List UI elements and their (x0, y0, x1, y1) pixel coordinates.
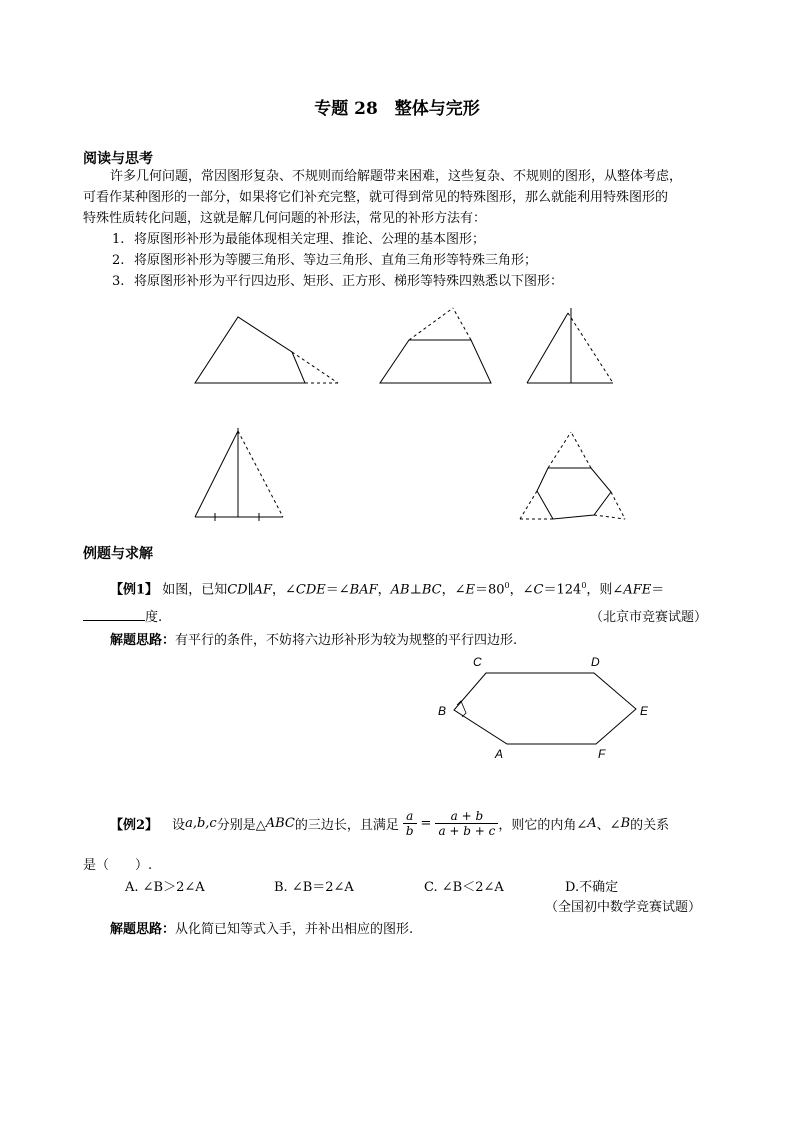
list-number: 1. (112, 232, 125, 247)
hint-label: 解题思路： (110, 633, 176, 648)
fraction-sum (435, 809, 498, 838)
angle-e-value: ＝80 (474, 582, 505, 598)
vertex-label-b: B (438, 704, 447, 718)
example2-text: 的三边长，且满足 (294, 817, 399, 833)
equals: = (420, 815, 432, 831)
list-text: 将原图形补形为最能体现相关定理、推论、公理的基本图形； (134, 232, 486, 247)
hint-text: 从化简已知等式入手，并补出相应的图形. (175, 922, 414, 937)
vertex-label-f: F (598, 747, 606, 761)
unit-text: 度. (145, 610, 163, 625)
figure-isosceles-bisector (195, 428, 283, 521)
vertex-label-d: D (591, 655, 600, 669)
figure-isosceles-median (527, 308, 613, 383)
list-text: 将原图形补形为等腰三角形、等边三角形、直角三角形等特殊三角形； (134, 253, 538, 268)
separator: ，∠ (272, 582, 296, 598)
equals: ＝∠ (325, 582, 350, 598)
denominator: a + b + c (438, 823, 496, 838)
angle-afe: AFE (623, 582, 652, 598)
figure-hexagon-to-triangle (520, 432, 625, 519)
degree-sup: 0 (504, 581, 510, 590)
separator: ，∠ (441, 582, 466, 598)
example1-answer-line (83, 606, 162, 625)
example1-text: ，则∠ (586, 582, 624, 598)
example1-question (110, 576, 664, 600)
example2-text: 的关系 (630, 817, 670, 833)
list-number: 2. (112, 253, 125, 268)
numerator: a + b (435, 809, 498, 824)
hint-label: 解题思路： (110, 922, 176, 937)
reading-para-line-2: 可看作某种图形的一部分，如果将它们补充完整，就可得到常见的特殊图形，那么就能利用特殊图形的 (83, 190, 669, 205)
example1-tag: 【例1】 (110, 582, 159, 598)
vertex-label-a: A (495, 747, 504, 761)
angle-e: E (465, 582, 475, 598)
angle-a: A (587, 815, 597, 831)
vertex-label-c: C (473, 655, 482, 669)
example1-source: （北京市竞赛试题） (590, 610, 708, 625)
section-reading-heading: 阅读与思考 (83, 151, 153, 167)
example2-text: 设 (172, 817, 186, 833)
example2-question (110, 806, 669, 840)
list-number: 3. (112, 274, 125, 289)
degree-sup: 0 (581, 581, 587, 590)
angle-baf: BAF (349, 582, 378, 598)
condition-parallel: CD∥AF (227, 582, 272, 598)
variables: a,b,c (185, 815, 217, 831)
option-c[interactable]: C. ∠B＜2∠A (424, 880, 504, 895)
section-examples-heading: 例题与求解 (83, 546, 153, 562)
angle-b: B (620, 815, 631, 831)
answer-blank[interactable] (83, 606, 145, 621)
list-text: 将原图形补形为平行四边形、矩形、正方形、梯形等特殊四熟悉以下图形： (134, 274, 564, 289)
angle-c-value: ＝124 (543, 582, 582, 598)
reading-para-line-3: 特殊性质转化问题，这就是解几何问题的补形法，常见的补形方法有： (83, 211, 487, 226)
equals: ＝ (651, 582, 665, 598)
example2-text: 、∠ (596, 817, 621, 833)
figure-triangle-extension (195, 317, 338, 383)
numerator: a (403, 809, 417, 824)
separator: ， (377, 582, 391, 598)
angle-c: C (533, 582, 544, 598)
option-d[interactable]: D.不确定 (565, 880, 619, 895)
example1-text: 如图，已知 (162, 582, 228, 598)
example2-hint (110, 918, 413, 937)
figure-example1-hexagon (454, 673, 636, 744)
figure-trapezoid-to-triangle (380, 308, 491, 383)
separator: ，∠ (509, 582, 534, 598)
hint-text: 有平行的条件，不妨将六边形补形为较为规整的平行四边形. (175, 633, 518, 648)
example2-text: 分别是△ (216, 817, 266, 833)
example2-tag: 【例2】 (110, 817, 159, 833)
page-title: 专题 28 整体与完形 (314, 99, 480, 119)
example2-text: ，则它的内角∠ (498, 817, 588, 833)
vertex-label-e: E (640, 704, 649, 718)
reading-para-line-1: 许多几何问题，常因图形复杂、不规则而给解题带来困难，这些复杂、不规则的图形，从整体考虑， (110, 169, 683, 184)
denominator: b (405, 823, 414, 838)
angle-cde: CDE (295, 582, 326, 598)
example2-choice-line: 是（ ）. (83, 858, 153, 873)
triangle-name: ABC (265, 815, 295, 831)
fraction-a-over-b (403, 809, 417, 838)
option-b[interactable]: B. ∠B＝2∠A (274, 880, 354, 895)
example1-hint (110, 629, 517, 648)
option-a[interactable]: A. ∠B＞2∠A (125, 880, 205, 895)
example2-source: （全国初中数学竞赛试题） (545, 900, 702, 915)
condition-perpendicular: AB⊥BC (390, 582, 442, 598)
